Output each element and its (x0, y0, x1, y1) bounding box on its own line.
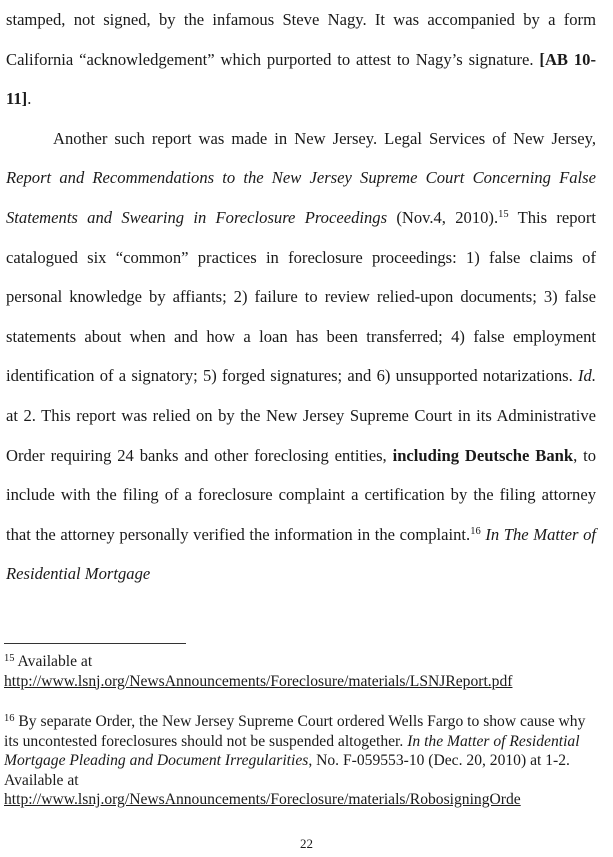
paragraph-1 (6, 0, 596, 119)
footnote-ref-15[interactable]: 15 (498, 208, 509, 220)
body-text (6, 0, 596, 594)
deutsche-bank-emphasis: including Deutsche Bank (392, 445, 574, 465)
case-title: In The Matter of Residential Mortgage (6, 524, 596, 584)
report-title: Report and Recommendations to the New Jersey Supreme Court Concerning False Statements and Swearing in Foreclosure Proceedings (6, 168, 596, 227)
footnote-15 (4, 652, 600, 691)
record-citation: [AB 10-11] (6, 49, 596, 109)
paragraph-2-intro: Another such report was made in New Jersey. Legal Services of New Jersey, (53, 128, 596, 148)
paragraph-1-text: stamped, not signed, by the infamous Steve Nagy. It was accompanied by a form California “acknowledgement” which purported to attest to Nagy’s signature. (6, 10, 596, 69)
practices-list: This report catalogued six “common” practices in foreclosure proceedings: 1) false claims of personal knowledge by affiants; 2) failure to review relied-upon documents; 3) false statements about when and how a loan has been transferred; 4) false employment identification of a signatory; 5) forged signatures; and 6) unsupported notarizations. (6, 207, 596, 386)
administrative-order-text: at 2. This report was relied on by the New Jersey Supreme Court in its Administrative Order requiring 24 banks and other foreclosing entities, (6, 405, 596, 465)
paragraph-1-end: . (27, 89, 32, 109)
id-citation: Id. (578, 366, 596, 386)
footnote-16-text: By separate Order, the New Jersey Supreme Court ordered Wells Fargo to show cause why its uncontested foreclosures should not be suspended altogether. (4, 713, 586, 750)
footnote-16-link[interactable]: http://www.lsnj.org/NewsAnnouncements/Foreclosure/materials/RobosigningOrde (4, 791, 521, 808)
footnote-divider (4, 643, 186, 644)
footnote-15-line (4, 652, 600, 672)
footnote-ref-16[interactable]: 16 (470, 525, 481, 537)
footnote-16-case-title: In the Matter of Residential Mortgage Pleading and Document Irregularities (4, 732, 580, 769)
footnote-15-text: Available at (14, 653, 93, 670)
report-date: (Nov.4, 2010). (387, 207, 499, 227)
footnote-16-case-number: , No. F-059553-10 (Dec. 20, 2010) at 1-2. (308, 752, 570, 769)
paragraph-2 (6, 119, 596, 594)
footnote-16-number: 16 (4, 713, 15, 724)
footnote-16-available: Available at (4, 771, 79, 789)
footnote-16 (4, 712, 600, 810)
certification-text: , to include with the filing of a foreclosure complaint a certification by the filing attorney that the attorney personally verified the information in the complaint. (6, 445, 597, 544)
footnote-16-body (4, 712, 600, 771)
footnote-15-number: 15 (4, 653, 15, 664)
page-number: 22 (300, 836, 313, 851)
footnote-15-link[interactable]: http://www.lsnj.org/NewsAnnouncements/Foreclosure/materials/LSNJReport.pdf (4, 672, 513, 690)
